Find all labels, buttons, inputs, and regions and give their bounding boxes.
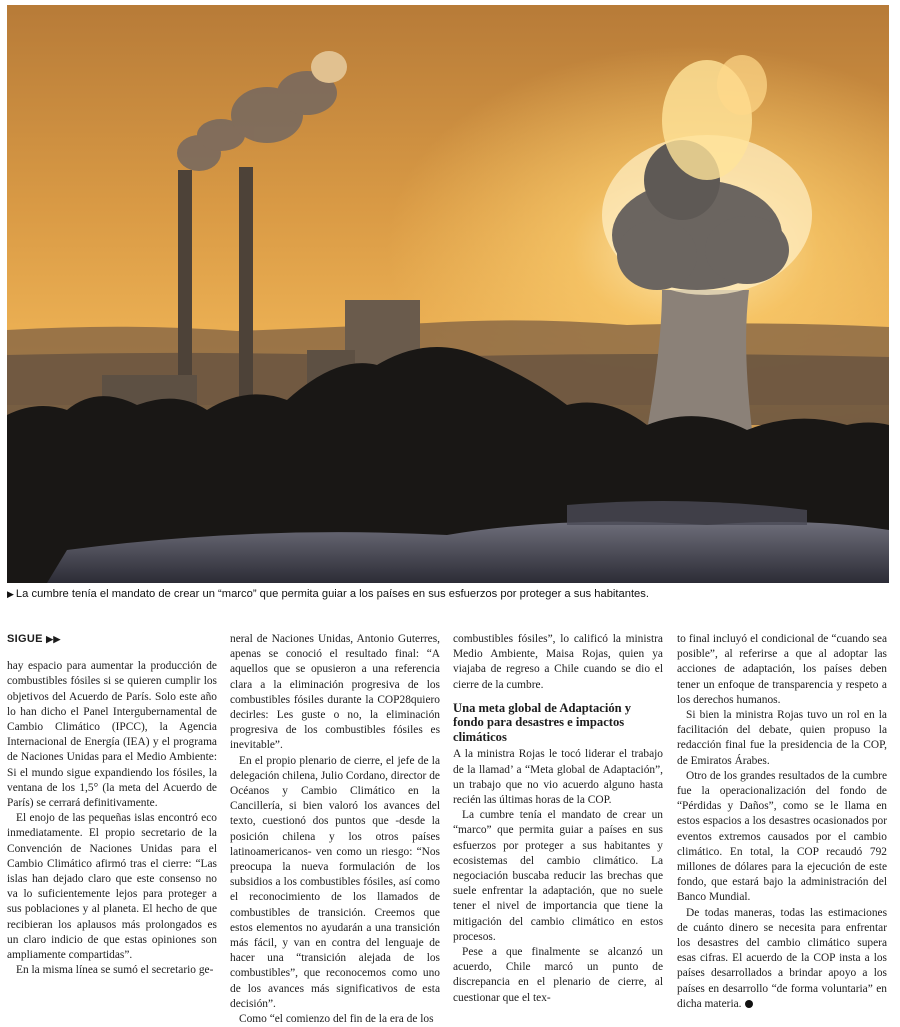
article-column-3 — [453, 632, 663, 1006]
article-column-4 — [677, 632, 887, 1012]
continues-label — [7, 632, 217, 647]
paragraph: hay espacio para aumentar la producción de combustibles fósiles si se quieren cumplir los objetivos del Acuerdo de París. Solo este año lo han dicho el Panel Intergubernamental de Cambio Climático (IPCC), la Agencia Internacional de Energía (IEA) y el programa de Naciones Unidas para el Medio Ambiente: Si el mundo sigue expandiendo los fósiles, la ventana de los 1,5° (la meta del Acuerdo de París) se cerrará definitivamente. — [7, 660, 217, 810]
paragraph: Pese a que finalmente se alcanzó un acuerdo, Chile marcó un punto de discrepancia en el plenario de cierre, al cuestionar que el tex- — [453, 945, 663, 1004]
double-arrow-icon: ▶▶ — [46, 634, 61, 644]
power-plant-photo — [7, 5, 889, 583]
last-paragraph — [677, 906, 887, 1012]
paragraph-text: De todas maneras, todas las estimaciones de cuánto dinero se necesita para enfrentar los desastres del cambio climático supera esas cifras. El acuerdo de la COP insta a los países desarrollados a brindar apoyo a los países en desarrollo “de forma voluntaria” en dicha materia. — [677, 906, 887, 1010]
sigue-text: SIGUE — [7, 633, 43, 645]
article-column-2 — [230, 632, 440, 1027]
paragraph: Como “el comienzo del fin de la era de los — [239, 1013, 434, 1026]
end-of-article-icon — [745, 1000, 753, 1008]
photo-caption — [7, 588, 889, 600]
paragraph: A la ministra Rojas le tocó liderar el trabajo de la llamad’ a “Meta global de Adaptación”, un trabajo que no vio acuerdo alguno hasta recién las últimas horas de la COP. — [453, 748, 663, 806]
paragraph: combustibles fósiles”, lo calificó la ministra Medio Ambiente, Maisa Rojas, quien ya viajaba de regreso a Chile cuando se dio el cierre de la cumbre. — [453, 633, 663, 691]
caption-text: La cumbre tenía el mandato de crear un “marco” que permita guiar a los países en sus esfuerzos por proteger a sus habitantes. — [15, 588, 649, 600]
section-subheading: Una meta global de Adaptación y fondo para desastres e impactos climáticos — [453, 700, 632, 744]
paragraph: En la misma línea se sumó el secretario ge- — [16, 964, 214, 977]
paragraph: En el propio plenario de cierre, el jefe de la delegación chilena, Julio Cordano, director de Océanos y Cambio Climático en la Cancillería, si bien valoró los avances del texto, cuestionó dos puntos que -desde la posición chilena y los otros países latinoamericanos- ven como un riesgo: “Nos preocupa la nueva formulación de los subsidios a los combustibles fósiles, así como el reconocimiento de los llamados de combustibles de transición. Creemos que estos elementos no ayudarán a una transición más fácil, y van en contra del lenguaje de hacer una “transición alejada de los combustibles”, que reconocemos como uno de los avances más significativos de esta decisión”. — [230, 754, 440, 1010]
paragraph: Otro de los grandes resultados de la cumbre fue la operacionalización del fondo de “Pérdidas y Daños”, como se le llama en estos espacios a los desastres ocasionados por eventos extremos causados por el cambio climático. En total, la COP recaudó 792 millones de dólares para la ejecución de este fondo, que estará bajo la administración del Banco Mundial. — [677, 769, 887, 904]
paragraph: El enojo de las pequeñas islas encontró eco inmediatamente. El propio secretario de la Convención de Naciones Unidas para el Cambio Climático afirmó tras el cierre: “Las islas han dejado claro que este consenso no va lo suficientemente lejos para proteger a sus poblaciones y al planeta. El hecho de que recibieran los aplausos más prolongados es un claro indicio de que estas opiniones son ampliamente compartidas”. — [7, 812, 217, 962]
paragraph: to final incluyó el condicional de “cuando sea posible”, al referirse a que al adoptar las acciones de adaptación, los países deben tener un enfoque de transparencia y respeto a los derechos humanos. — [677, 633, 887, 706]
paragraph: Si bien la ministra Rojas tuvo un rol en la facilitación del debate, quien propuso la redacción final fue la presidencia de la COP, de Emiratos Árabes. — [677, 709, 887, 767]
paragraph: neral de Naciones Unidas, Antonio Guterres, apenas se conoció el resultado final: “A aquellos que se opusieron a una referencia clara a la eliminación progresiva de los combustibles fósiles durante la COP28quiero decirles: Les guste o no, la eliminación progresiva de los combustibles fósiles es inevitable”. — [230, 633, 440, 752]
article-column-1 — [7, 632, 217, 978]
caption-marker-icon: ▶ — [7, 589, 14, 599]
power-plant-sunset-image — [7, 5, 889, 583]
paragraph: La cumbre tenía el mandato de crear un “marco” que permita guiar a países en sus esfuerzos por proteger a sus habitantes y ecosistemas del cambio climático. La negociación buscaba reducir las brechas que suele enfrentar la adaptación, que no suele tener el nivel de importancia que tiene la mitigación del cambio climático en estos procesos. — [453, 809, 663, 943]
